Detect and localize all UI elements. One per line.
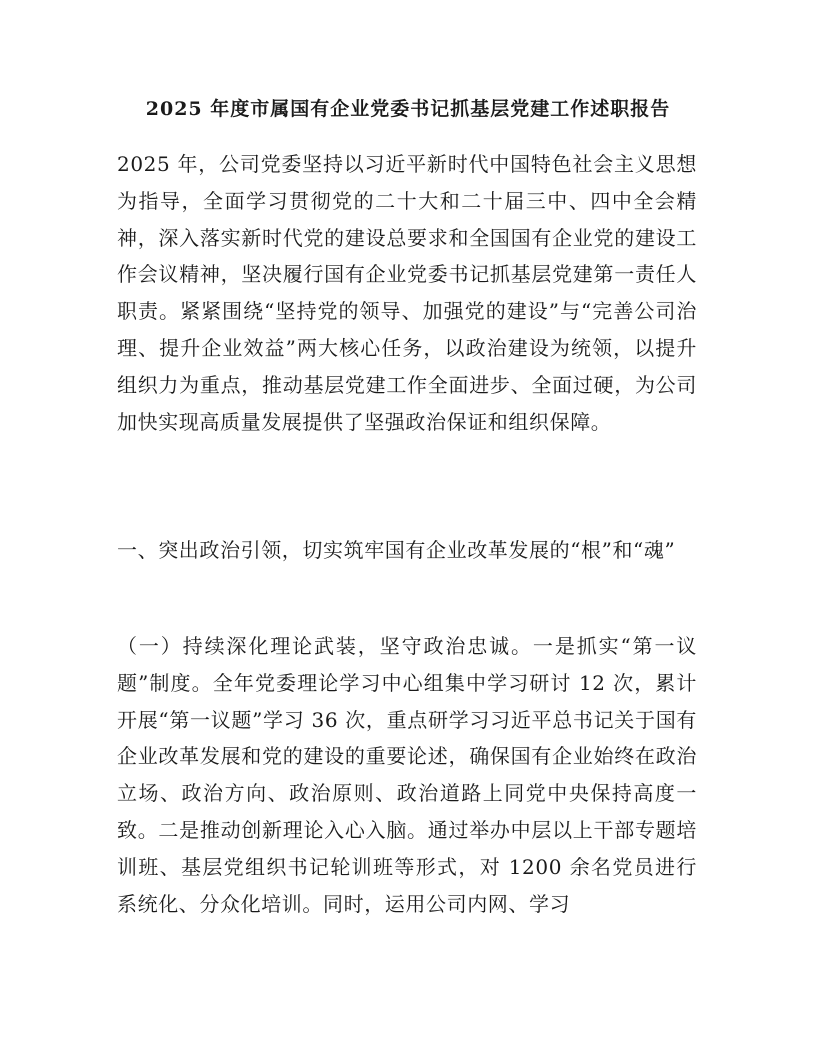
intro-paragraph: 2025 年，公司党委坚持以习近平新时代中国特色社会主义思想为指导，全面学习贯彻党的二十大和二十届三中、四中全会精神，深入落实新时代党的建设总要求和全国国有企业党的建设工作会议精神，坚决履行国有企业党委书记抓基层党建第一责任人职责。紧紧围绕“坚持党的领导、加强党的建设”与“完善公司治理、提升企业效益”两大核心任务，以政治建设为统领，以提升组织力为重点，推动基层党建工作全面进步、全面过硬，为公司加快实现高质量发展提供了坚强政治保证和组织保障。	[117, 152, 697, 434]
subsection-paragraph: （一）持续深化理论武装，坚守政治忠诚。一是抓实“第一议题”制度。全年党委理论学习中心组集中学习研讨 12 次，累计开展“第一议题”学习 36 次，重点研学习习近平总书记关于国有企业改革发展和党的建设的重要论述，确保国有企业始终在政治立场、政治方向、政治原则、政治道路上同党中央保持高度一致。二是推动创新理论入心入脑。通过举办中层以上干部专题培训班、基层党组织书记轮训班等形式，对 1200 余名党员进行系统化、分众化培训。同时，运用公司内网、学习	[117, 634, 697, 916]
section-heading: 一、突出政治引领，切实筑牢国有企业改革发展的“根”和“魂”	[117, 538, 676, 562]
report-title: 2025 年度市属国有企业党委书记抓基层党建工作述职报告	[145, 98, 671, 120]
